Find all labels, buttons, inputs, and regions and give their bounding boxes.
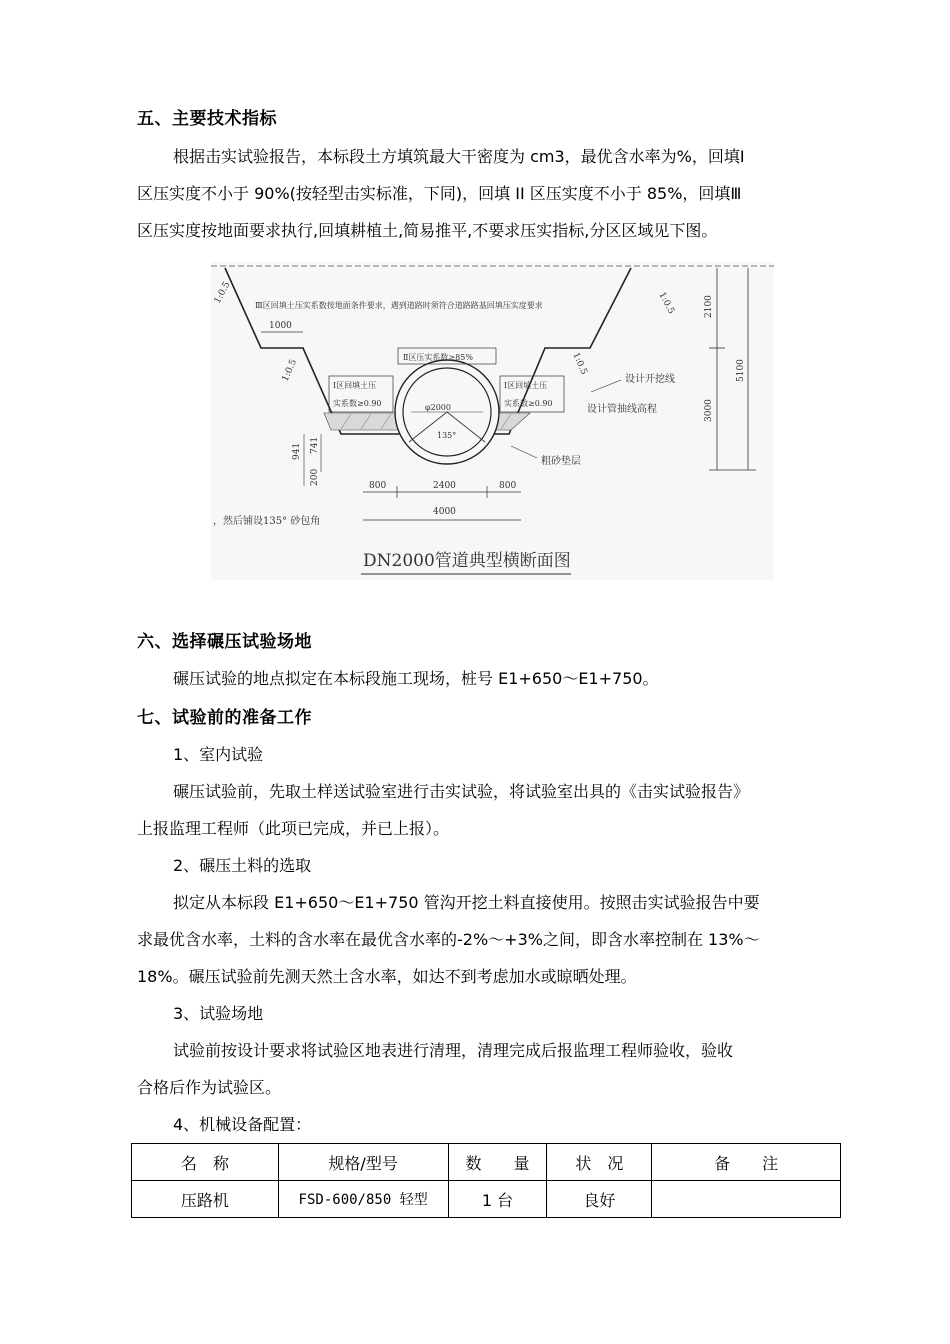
- sub2-title: 2、碾压土料的选取: [173, 856, 312, 875]
- slope-inner-left: 1:0.5: [280, 358, 300, 384]
- table-cell: [652, 1181, 841, 1218]
- sub1-title: 1、室内试验: [173, 745, 264, 764]
- sub3-title: 3、试验场地: [173, 1004, 264, 1023]
- equipment-table: [131, 1143, 841, 1218]
- table-header-cell: 数 量: [448, 1144, 547, 1181]
- slope-outer-right: 1:0.5: [656, 290, 677, 316]
- dim-941: 941: [292, 442, 302, 460]
- figure-top-note: Ⅲ区回填土压实系数按地面条件要求，遇到道路时须符合道路路基回填压实度要求: [255, 301, 543, 310]
- table-cell: FSD-600/850 轻型: [278, 1181, 448, 1218]
- dim-3000: 3000: [704, 399, 714, 422]
- table-cell: 1 台: [448, 1181, 547, 1218]
- pipe-diameter: φ2000: [425, 403, 451, 412]
- zone2-label: Ⅱ区压实系数≥85%: [403, 353, 473, 362]
- sub1-line-1: 碾压试验前，先取土样送试验室进行击实试验，将试验室出具的《击实试验报告》: [173, 782, 750, 801]
- sub1-line-2: 上报监理工程师（此项已完成，并已上报）。: [137, 819, 450, 838]
- dim-2400: 2400: [433, 481, 456, 491]
- figure-left-note: ，然后铺设135° 砂包角: [213, 516, 321, 527]
- table-header-cell: 规格/型号: [278, 1144, 448, 1181]
- sub2-line-3: 18%。碾压试验前先测天然土含水率，如达不到考虑加水或晾晒处理。: [137, 967, 637, 986]
- berm-width: 1000: [269, 321, 292, 331]
- design-pipe-elevation: 设计管抽线高程: [587, 404, 657, 415]
- table-row: [132, 1181, 841, 1218]
- dim-741: 741: [310, 436, 320, 454]
- sub3-line-1: 试验前按设计要求将试验区地表进行清理，清理完成后报监理工程师验收，验收: [173, 1041, 734, 1060]
- section5-line-3: 区压实度按地面要求执行,回填耕植土,简易推平,不要求压实指标,分区区域见下图。: [137, 221, 718, 240]
- zone1-left-line1: Ⅰ区回填土压: [333, 381, 377, 390]
- slope-inner-right: 1:0.5: [570, 351, 589, 377]
- sub2-line-2: 求最优含水率，土料的含水率在最优含水率的-2%～+3%之间，即含水率控制在 13%～: [137, 930, 760, 949]
- table-cell: 良好: [547, 1181, 652, 1218]
- dim-2100: 2100: [704, 295, 714, 318]
- dim-800-left: 800: [369, 481, 387, 491]
- zone1-left-line2: 实系数≥0.90: [333, 399, 382, 408]
- section6-title: 六、选择碾压试验场地: [137, 632, 312, 652]
- sub2-line-1: 拟定从本标段 E1+650～E1+750 管沟开挖土料直接使用。按照击实试验报告中要: [173, 893, 760, 912]
- table-header-row: [132, 1144, 841, 1181]
- dim-5100: 5100: [736, 359, 746, 382]
- section7-title: 七、试验前的准备工作: [137, 708, 312, 728]
- design-excavation-line: 设计开挖线: [625, 374, 675, 385]
- section6-text: 碾压试验的地点拟定在本标段施工现场，桩号 E1+650～E1+750。: [173, 669, 659, 688]
- table-header-cell: 名 称: [132, 1144, 279, 1181]
- figure-caption: DN2000管道典型横断面图: [363, 551, 571, 571]
- section5-title: 五、主要技术指标: [137, 109, 277, 129]
- pipe-angle: 135°: [437, 431, 457, 440]
- slope-outer-left: 1:0.5: [212, 280, 233, 306]
- zone1-right-line1: Ⅰ区回填土压: [504, 381, 548, 390]
- zone1-right-line2: 实系数≥0.90: [504, 399, 553, 408]
- sub4-title: 4、机械设备配置：: [173, 1115, 312, 1134]
- dim-800-right: 800: [499, 481, 517, 491]
- table-cell: 压路机: [132, 1181, 279, 1218]
- table-header-cell: 备 注: [652, 1144, 841, 1181]
- section5-line-1: 根据击实试验报告，本标段土方填筑最大干密度为 cm3，最优含水率为%，回填Ⅰ: [173, 147, 745, 166]
- pipe-cross-section-figure: [211, 262, 774, 580]
- dim-200: 200: [310, 468, 320, 486]
- sand-cushion: 粗砂垫层: [541, 456, 581, 467]
- section5-line-2: 区压实度不小于 90%(按轻型击实标准，下同)，回填 II 区压实度不小于 85%，回填Ⅲ: [137, 184, 742, 203]
- dim-4000: 4000: [433, 507, 456, 517]
- sub3-line-2: 合格后作为试验区。: [137, 1078, 282, 1097]
- table-header-cell: 状 况: [547, 1144, 652, 1181]
